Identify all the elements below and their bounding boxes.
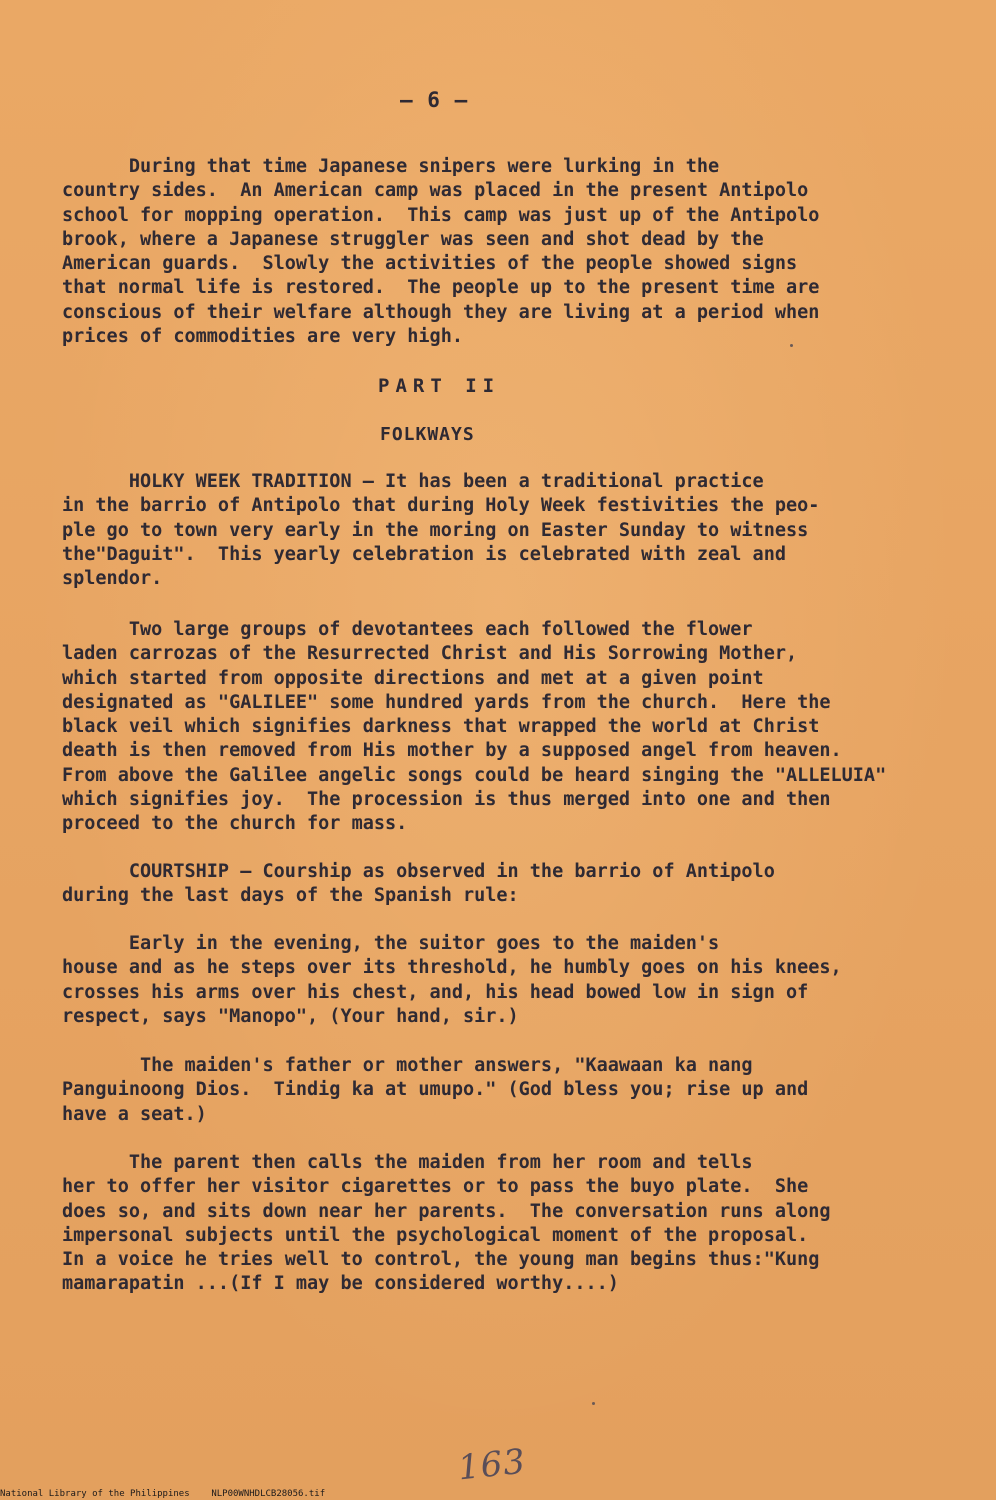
paper-speck: [790, 344, 793, 347]
paragraph-parent-answer: The maiden's father or mother answers, "Kaawaan ka nang Panguinoong Dios. Tindig ka at umupo." (God bless you; rise up and have a seat.): [62, 1055, 809, 1125]
paragraph-japanese-snipers: During that time Japanese snipers were lurking in the country sides. An American camp was placed in the present Antipolo school for mopping operation. This camp was just up of the Antipolo brook, where a Japanese struggler was seen and shot dead by the American guards. Slowly the activities of the people showed signs that normal life is restored. The people up to the present time are conscious of their welfare although they are living at a period when prices of commodities are very high.: [62, 156, 820, 348]
handwritten-page-number: 163: [456, 1441, 528, 1489]
page-number: — 6 —: [400, 88, 469, 112]
paragraph-courtship: COURTSHIP — Courship as observed in the barrio of Antipolo during the last days of the Spanish rule:: [62, 861, 775, 907]
section-heading-folkways: FOLKWAYS: [380, 424, 475, 445]
archive-footer: National Library of the Philippines NLP00WNHDLCB28056.tif: [0, 1489, 326, 1499]
paper-speck: [592, 1402, 595, 1405]
paragraph-holy-week: HOLKY WEEK TRADITION — It has been a traditional practice in the barrio of Antipolo that during Holy Week festivities the peo- ple go to town very early in the moring on Easter Sunday to witness the"Daguit". This yearly celebration is celebrated with zeal and splendor.: [62, 471, 820, 590]
paragraph-procession: Two large groups of devotantees each followed the flower laden carrozas of the Resurrected Christ and His Sorrowing Mother, which started from opposite directions and met at a given point designated as "GALILEE" some hundred yards from the church. Here the black veil which signifies darkness that wrapped the world at Christ death is then removed from His mother by a supposed angel from heaven. From above the Galilee angelic songs could be heard singing the "ALLELUIA" which signifies joy. The procession is thus merged into one and then proceed to the church for mass.: [62, 619, 887, 835]
paragraph-suitor: Early in the evening, the suitor goes to the maiden's house and as he steps over its threshold, he humbly goes on his knees, crosses his arms over his chest, and, his head bowed low in sign of respect, says "Manopo", (Your hand, sir.): [62, 933, 842, 1027]
paragraph-proposal: The parent then calls the maiden from her room and tells her to offer her visitor cigarettes or to pass the buyo plate. She does so, and sits down near her parents. The conversation runs along impersonal subjects until the psychological moment of the proposal. In a voice he tries well to control, the young man begins thus:"Kung mamarapatin ...(If I may be considered worthy....): [62, 1152, 831, 1295]
section-heading-part: PART II: [378, 375, 501, 397]
